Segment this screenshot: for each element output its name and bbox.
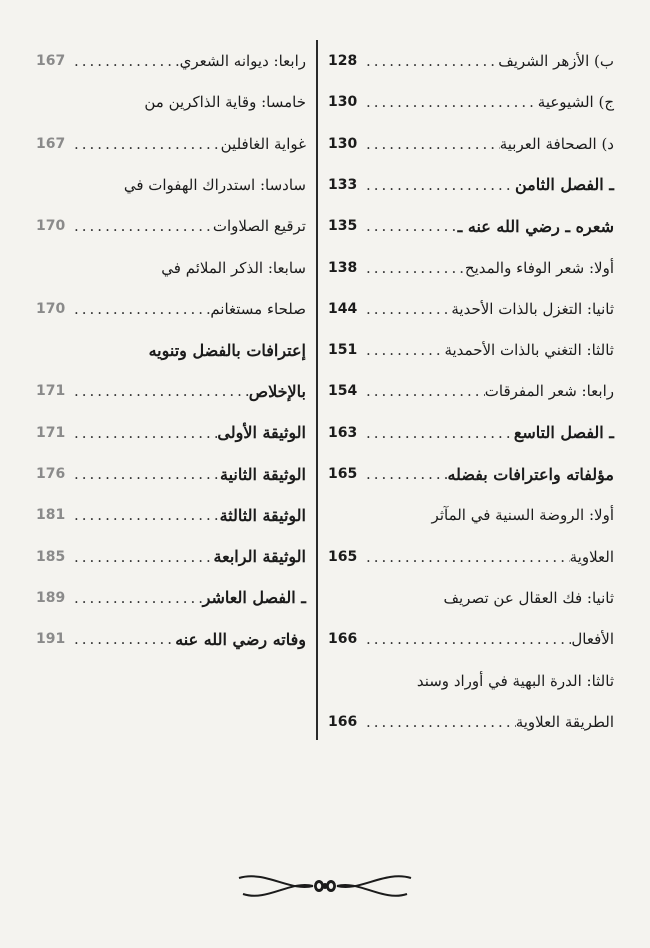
toc-entry <box>328 333 614 367</box>
toc-page-number: 144 <box>328 300 358 317</box>
toc-entry <box>36 44 306 78</box>
toc-leader-dots <box>362 382 485 400</box>
toc-leader-dots <box>70 217 213 235</box>
toc-entry-title: ثانيا: فك العقال عن تصريف <box>443 588 614 607</box>
toc-column-left <box>36 0 306 948</box>
toc-page-number: 130 <box>328 135 358 152</box>
toc-entry <box>328 374 614 408</box>
toc-entry <box>328 85 614 119</box>
toc-leader-dots <box>362 52 498 70</box>
toc-entry-title: رابعا: شعر المفرقات <box>484 382 614 401</box>
toc-leader-dots <box>70 465 220 483</box>
toc-page-number: 185 <box>36 548 66 565</box>
toc-page-number: 128 <box>328 53 358 69</box>
toc-entry-title: العلاوية <box>569 547 614 566</box>
toc-entry-title: سابعا: الذكر الملائم في <box>161 258 306 277</box>
scroll-flourish-icon <box>235 868 415 904</box>
toc-page-number: 170 <box>36 300 66 317</box>
toc-page-number: 130 <box>328 94 358 111</box>
toc-page-number: 151 <box>328 342 358 359</box>
toc-leader-dots <box>70 135 221 153</box>
toc-entry-title: الوثيقة الرابعة <box>213 547 306 567</box>
toc-entry-title: ج) الشيوعية <box>537 93 614 112</box>
toc-entry-title: ثانيا: التغزل بالذات الأحدية <box>451 299 614 318</box>
toc-entry <box>36 498 306 532</box>
toc-entry-title: ب) الأزهر الشريف <box>498 52 614 70</box>
toc-leader-dots <box>362 630 571 648</box>
toc-leader-dots <box>362 176 515 194</box>
toc-page-number: 171 <box>36 424 66 441</box>
toc-entry-title: صلحاء مستغانم <box>210 299 306 318</box>
toc-page-number: 167 <box>36 53 66 69</box>
toc-entry <box>36 85 306 119</box>
toc-entry <box>36 168 306 202</box>
toc-entry-title: بالإخلاص <box>248 381 306 401</box>
toc-entry <box>328 209 614 243</box>
toc-leader-dots <box>70 52 180 70</box>
toc-page-number: 176 <box>36 466 66 482</box>
toc-entry <box>328 498 614 532</box>
toc-page-number: 167 <box>36 135 66 152</box>
column-divider <box>316 40 318 740</box>
toc-entry <box>36 292 306 326</box>
toc-entry <box>328 44 614 78</box>
toc-page-number: 181 <box>36 507 66 524</box>
toc-entry-title: الوثيقة الثالثة <box>219 505 306 525</box>
toc-entry <box>36 333 306 367</box>
toc-entry-title: رابعا: ديوانه الشعري <box>179 52 306 70</box>
toc-leader-dots <box>70 589 203 607</box>
toc-leader-dots <box>362 135 500 153</box>
toc-entry <box>328 292 614 326</box>
toc-page-number: 135 <box>328 218 358 235</box>
toc-leader-dots <box>362 217 458 235</box>
toc-entry <box>328 705 614 739</box>
toc-entry-title: غواية الغافلين <box>220 134 306 153</box>
toc-entry <box>36 622 306 656</box>
toc-entry <box>328 622 614 656</box>
toc-leader-dots <box>70 548 214 566</box>
toc-leader-dots <box>362 93 538 111</box>
toc-page-number: 163 <box>328 424 358 441</box>
toc-leader-dots <box>70 300 210 318</box>
toc-entry-title: ثالثا: الدرة البهية في أوراد وسند <box>416 671 614 690</box>
toc-page-number: 166 <box>328 713 358 730</box>
toc-page-number: 189 <box>36 589 66 606</box>
toc-page-number: 166 <box>328 631 358 648</box>
toc-entry-title: ـ الفصل الثامن <box>514 175 614 195</box>
toc-entry <box>328 251 614 285</box>
toc-entry-title: ـ الفصل التاسع <box>513 423 614 443</box>
toc-page-number: 170 <box>36 218 66 235</box>
toc-page-number: 165 <box>328 466 358 482</box>
toc-entry <box>328 416 614 450</box>
toc-entry <box>36 540 306 574</box>
toc-entry-title: الوثيقة الأولى <box>217 423 306 443</box>
toc-leader-dots <box>70 424 217 442</box>
toc-entry-title: الأفعال <box>571 630 614 649</box>
toc-entry-title: أولا: الروضة السنية في المآثر <box>431 506 614 525</box>
toc-page-number: 138 <box>328 259 358 276</box>
toc-page-number: 165 <box>328 548 358 565</box>
toc-leader-dots <box>70 630 175 648</box>
toc-entry <box>328 664 614 698</box>
toc-page-number: 191 <box>36 631 66 648</box>
toc-leader-dots <box>362 713 516 731</box>
toc-entry-title: د) الصحافة العربية <box>499 134 614 153</box>
toc-leader-dots <box>362 424 514 442</box>
toc-leader-dots <box>362 548 570 566</box>
toc-entry <box>36 374 306 408</box>
toc-entry-title: شعره ـ رضي الله عنه ـ <box>457 216 614 236</box>
toc-entry-title: ترقيع الصلاوات <box>212 217 306 236</box>
toc-entry <box>328 127 614 161</box>
toc-entry-title: ـ الفصل العاشر <box>202 588 306 608</box>
toc-entry <box>328 581 614 615</box>
toc-leader-dots <box>362 341 444 359</box>
toc-entry <box>36 581 306 615</box>
toc-entry <box>36 251 306 285</box>
toc-leader-dots <box>70 382 249 400</box>
toc-page-number: 171 <box>36 383 66 400</box>
toc-entry-title: خامسا: وقاية الذاكرين من <box>144 93 306 112</box>
toc-entry-title: أولا: شعر الوفاء والمديح <box>464 258 614 277</box>
toc-column-right <box>328 0 614 948</box>
toc-entry-title: إعترافات بالفضل وتنويه <box>148 340 306 360</box>
toc-entry <box>36 127 306 161</box>
toc-entry <box>328 540 614 574</box>
toc-page-number: 133 <box>328 176 358 193</box>
toc-entry-title: وفاته رضي الله عنه <box>175 629 306 649</box>
toc-entry <box>36 209 306 243</box>
toc-entry-title: مؤلفاته واعترافات بفضله <box>447 464 614 484</box>
toc-leader-dots <box>362 300 451 318</box>
toc-page-number: 154 <box>328 383 358 400</box>
toc-leader-dots <box>362 465 447 483</box>
toc-entry <box>328 168 614 202</box>
toc-leader-dots <box>362 259 465 277</box>
toc-entry <box>36 457 306 491</box>
toc-entry-title: الطريقة العلاوية <box>515 712 614 731</box>
toc-entry-title: سادسا: استدراك الهفوات في <box>123 175 306 194</box>
toc-entry <box>36 416 306 450</box>
toc-entry <box>328 457 614 491</box>
toc-entry-title: ثالثا: التغني بالذات الأحمدية <box>444 341 614 360</box>
toc-leader-dots <box>70 506 220 524</box>
toc-entry-title: الوثيقة الثانية <box>220 464 306 484</box>
